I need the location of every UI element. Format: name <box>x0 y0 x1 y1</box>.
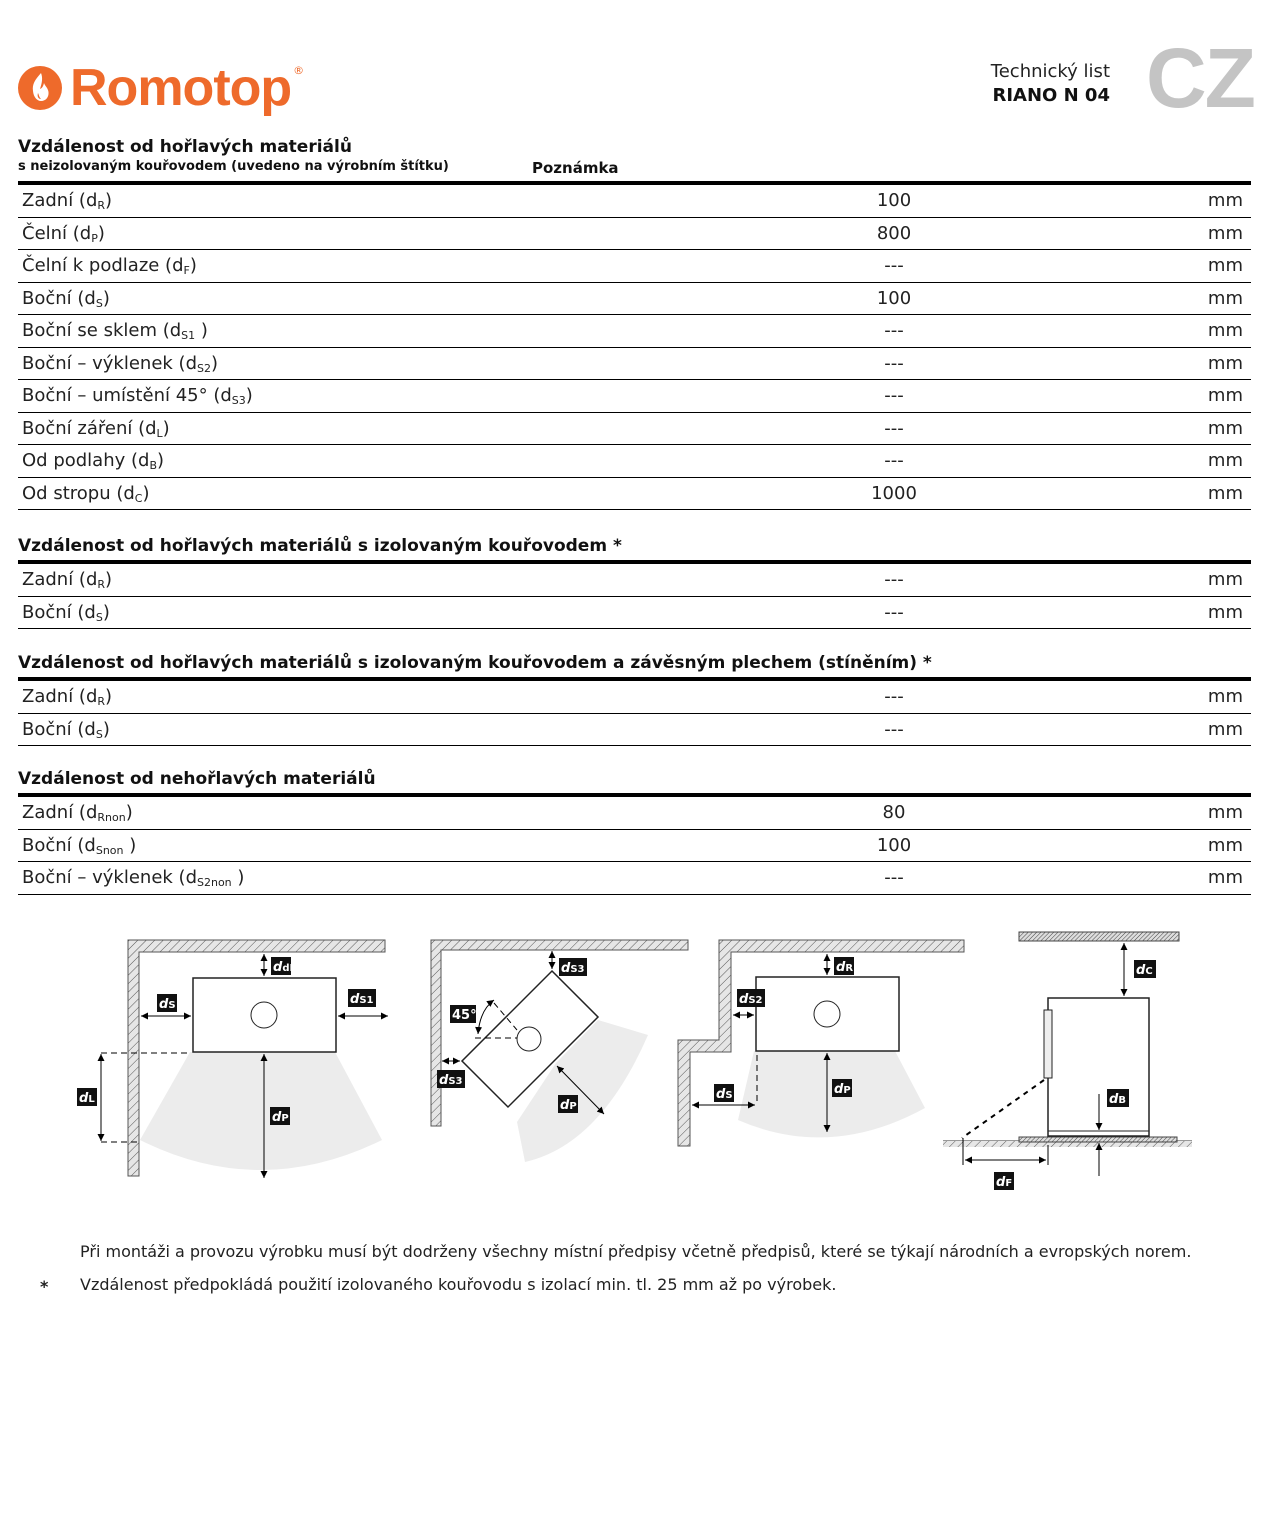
diagram-niche <box>678 940 964 1146</box>
row-label: Zadní $(d_{Rnon})$ <box>22 802 133 824</box>
table-row <box>18 597 1251 630</box>
svg-text:dB: dB <box>1109 1092 1126 1107</box>
row-label: Boční – výklenek ($d_{S2non}$ ) <box>22 867 245 889</box>
table-row <box>18 478 1251 511</box>
section-subtitle: s neizolovaným kouřovodem (uvedeno na výrobním štítku) <box>18 159 449 174</box>
row-label: Boční $(d_S)$ <box>22 287 110 310</box>
row-value: 80 <box>882 802 906 823</box>
table-row <box>18 830 1251 863</box>
row-value: 100 <box>876 287 912 309</box>
svg-text:dP: dP <box>272 1110 289 1125</box>
svg-text:dP: dP <box>560 1098 577 1113</box>
label-dL <box>77 1088 97 1106</box>
row-unit: mm <box>1207 601 1243 623</box>
row-value: --- <box>884 255 904 276</box>
svg-text:dC: dC <box>1136 963 1153 978</box>
row-value: 1000 <box>871 482 917 504</box>
diagram-side-view <box>943 932 1192 1190</box>
row-unit: mm <box>1207 686 1243 707</box>
row-unit: mm <box>1207 320 1243 341</box>
row-unit: mm <box>1207 190 1243 211</box>
row-value: --- <box>884 385 904 406</box>
svg-text:dS1: dS1 <box>350 992 374 1007</box>
label-dB <box>1107 1089 1129 1107</box>
row-label: Od podlahy $(d_B)$ <box>22 450 165 472</box>
section-title: Vzdálenost od nehořlavých materiálů <box>18 769 376 789</box>
label-dS3-top <box>559 958 587 976</box>
table-row <box>18 445 1251 478</box>
brand-logo <box>18 60 304 116</box>
row-value: --- <box>884 718 904 740</box>
diagram-45-degree <box>431 940 688 1162</box>
footnotes <box>40 1240 1230 1306</box>
row-value: 100 <box>876 190 912 211</box>
row-value: --- <box>884 867 904 888</box>
model-name: RIANO N 04 <box>992 85 1110 106</box>
table-row <box>18 564 1251 597</box>
document-header <box>991 60 1110 108</box>
svg-text:dR: dR <box>836 960 854 975</box>
table-row <box>18 413 1251 446</box>
document-kind: Technický list <box>990 61 1110 82</box>
label-dC <box>1134 960 1156 978</box>
row-value: --- <box>884 352 904 374</box>
label-45-degrees <box>450 1005 477 1023</box>
note-insulated-flue <box>40 1273 1230 1297</box>
registered-mark: ® <box>293 63 305 77</box>
svg-text:dS: dS <box>716 1087 733 1102</box>
table-row <box>18 218 1251 251</box>
svg-text:dS3: dS3 <box>439 1073 463 1088</box>
row-label: Od stropu $(d_C)$ <box>22 482 150 505</box>
label-dR <box>834 957 854 975</box>
svg-text:dL: dL <box>79 1091 95 1106</box>
label-dP <box>832 1079 852 1097</box>
row-value: --- <box>884 686 904 707</box>
svg-text:dS: dS <box>159 997 176 1012</box>
note-regulations <box>40 1240 1230 1264</box>
label-dR <box>271 957 297 975</box>
row-unit: mm <box>1207 834 1243 856</box>
row-value: --- <box>884 320 904 341</box>
label-dS <box>157 994 177 1012</box>
note-column-header: Poznámka <box>532 159 619 177</box>
note-text: Vzdálenost předpokládá použití izolovaného kouřovodu s izolací min. tl. 25 mm až po výrobek. <box>80 1275 837 1294</box>
row-unit: mm <box>1207 417 1243 439</box>
row-label: Boční $(d_S)$ <box>22 718 110 741</box>
row-unit: mm <box>1207 802 1243 823</box>
distance-table <box>18 185 1251 510</box>
flame-icon <box>18 66 62 110</box>
table-row <box>18 862 1251 895</box>
label-dP <box>270 1107 290 1125</box>
section-title: Vzdálenost od hořlavých materiálů <box>18 137 352 157</box>
row-unit: mm <box>1207 385 1243 406</box>
row-label: Boční se sklem ($d_{S1}$ ) <box>22 320 208 342</box>
row-unit: mm <box>1207 867 1243 888</box>
svg-text:dF: dF <box>996 1175 1013 1190</box>
section-noncombustible <box>18 769 1251 895</box>
row-label: Čelní $(d_P)$ <box>22 222 105 245</box>
row-unit: mm <box>1207 718 1243 740</box>
label-dP <box>558 1095 578 1113</box>
clearance-diagrams <box>70 925 1210 1195</box>
brand-name: Romotop <box>70 59 292 117</box>
table-row <box>18 380 1251 413</box>
row-unit: mm <box>1207 352 1243 374</box>
row-value: 100 <box>876 834 912 856</box>
label-dS <box>714 1084 734 1102</box>
row-label: Boční ($d_{Snon}$ ) <box>22 834 137 857</box>
section-title: Vzdálenost od hořlavých materiálů s izolovaným kouřovodem * <box>18 536 622 556</box>
row-unit: mm <box>1207 222 1243 244</box>
section-title: Vzdálenost od hořlavých materiálů s izolovaným kouřovodem a závěsným plechem (stíněním) * <box>18 653 932 673</box>
country-code: CZ <box>1146 31 1254 125</box>
row-value: --- <box>884 601 904 623</box>
label-dF <box>994 1172 1014 1190</box>
label-dS3-side <box>437 1070 465 1088</box>
table-row <box>18 185 1251 218</box>
table-row <box>18 714 1251 747</box>
svg-text:dP: dP <box>834 1082 851 1097</box>
svg-text:45°: 45° <box>452 1008 477 1023</box>
table-row <box>18 348 1251 381</box>
row-label: Zadní $(d_R)$ <box>22 569 113 591</box>
row-value: --- <box>884 417 904 439</box>
label-dS1 <box>348 989 376 1007</box>
asterisk-icon: * <box>40 1277 49 1296</box>
section-combustible-insulated-shield <box>18 653 1251 746</box>
diagram-front-side <box>77 940 388 1178</box>
row-label: Boční záření $(d_L)$ <box>22 417 170 440</box>
row-value: --- <box>884 450 904 471</box>
table-row <box>18 315 1251 348</box>
table-row <box>18 681 1251 714</box>
row-label: Boční – umístění 45° $(d_{S3})$ <box>22 385 253 407</box>
table-row <box>18 797 1251 830</box>
section-combustible-insulated <box>18 536 1251 629</box>
label-dS2 <box>737 989 765 1007</box>
table-row <box>18 250 1251 283</box>
row-unit: mm <box>1207 482 1243 504</box>
row-label: Zadní $(d_R)$ <box>22 686 113 708</box>
row-unit: mm <box>1207 450 1243 471</box>
row-unit: mm <box>1207 287 1243 309</box>
row-unit: mm <box>1207 255 1243 276</box>
row-label: Boční – výklenek $(d_{S2})$ <box>22 352 219 375</box>
row-value: 800 <box>876 222 912 244</box>
row-unit: mm <box>1207 569 1243 590</box>
row-label: Čelní k podlaze $(d_F)$ <box>22 255 197 277</box>
svg-text:ddR: ddR <box>273 960 298 975</box>
table-row <box>18 283 1251 316</box>
note-text: Při montáži a provozu výrobku musí být dodrženy všechny místní předpisy včetně předpisů, které se týkají národních a evropských norem. <box>80 1242 1192 1261</box>
row-label: Zadní $(d_R)$ <box>22 190 113 212</box>
row-value: --- <box>884 569 904 590</box>
svg-text:dS2: dS2 <box>739 992 763 1007</box>
section-combustible-uninsulated <box>18 137 1251 510</box>
svg-text:dS3: dS3 <box>561 961 585 976</box>
row-label: Boční $(d_S)$ <box>22 601 110 624</box>
